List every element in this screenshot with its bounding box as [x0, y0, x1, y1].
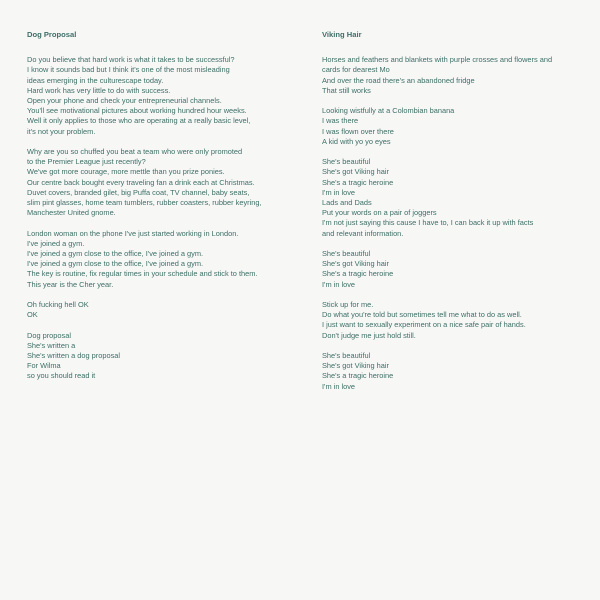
lyric-line: Do you believe that hard work is what it takes to be successful?	[27, 55, 235, 65]
lyric-line: Lads and Dads	[322, 198, 372, 208]
stanza	[322, 249, 584, 290]
lyric-line: Looking wistfully at a Colombian banana	[322, 106, 455, 116]
lyric-line: That still works	[322, 85, 371, 95]
lyric-line: This year is the Cher year.	[27, 279, 114, 289]
lyric-line: Duvet covers, branded gilet, big Puffa coat, TV channel, baby seats,	[27, 187, 250, 197]
stanza	[27, 55, 295, 137]
lyric-line: Why are you so chuffed you beat a team who were only promoted	[27, 147, 243, 157]
lyric-line: OK	[27, 310, 38, 320]
lyric-line: She's written a	[27, 340, 76, 350]
song-title: Viking Hair	[322, 30, 362, 39]
lyric-line: She's got Viking hair	[322, 361, 390, 371]
lyric-line: Horses and feathers and blankets with purple crosses and flowers and	[322, 55, 553, 65]
right-column-viking-hair	[322, 30, 584, 402]
lyric-line: Dog proposal	[27, 330, 71, 340]
lyric-line: Stick up for me.	[322, 300, 374, 310]
lyric-line: Do what you're told but sometimes tell me what to do as well.	[322, 310, 522, 320]
lyric-line: Well it only applies to those who are operating at a really basic level,	[27, 116, 251, 126]
stanza	[27, 229, 295, 290]
lyric-line: I've joined a gym.	[27, 238, 85, 248]
stanza	[27, 147, 295, 218]
lyric-line: She's beautiful	[322, 249, 371, 259]
lyric-line: The key is routine, fix regular times in your schedule and stick to them.	[27, 269, 258, 279]
lyric-line: I'm in love	[322, 381, 356, 391]
lyric-line: We've got more courage, more mettle than you prize ponies.	[27, 167, 225, 177]
lyric-line: Our centre back bought every traveling fan a drink each at Christmas.	[27, 177, 255, 187]
lyric-line: She's beautiful	[322, 351, 371, 361]
lyric-line: London woman on the phone I've just started working in London.	[27, 228, 239, 238]
lyric-line: to the Premier League just recently?	[27, 157, 146, 167]
lyric-line: Open your phone and check your entrepreneurial channels.	[27, 96, 222, 106]
lyric-line: She's got Viking hair	[322, 259, 390, 269]
lyric-line: She's a tragic heroine	[322, 177, 394, 187]
lyric-line: She's written a dog proposal	[27, 351, 121, 361]
stanza	[322, 106, 584, 147]
lyric-line: I know it sounds bad but I think it's one of the most misleading	[27, 65, 230, 75]
lyric-line: I'm in love	[322, 187, 356, 197]
stanza	[322, 55, 584, 96]
lyrics-body	[322, 55, 584, 392]
lyric-line: You'll see motivational pictures about working hundred hour weeks.	[27, 106, 247, 116]
lyric-line: Put your words on a pair of joggers	[322, 208, 437, 218]
stanza	[322, 351, 584, 392]
left-column-dog-proposal	[27, 30, 295, 392]
lyric-line: She's a tragic heroine	[322, 371, 394, 381]
lyric-line: A kid with yo yo eyes	[322, 136, 391, 146]
lyric-line: Hard work has very little to do with success.	[27, 85, 171, 95]
lyrics-body	[27, 55, 295, 381]
lyric-line: She's got Viking hair	[322, 167, 390, 177]
lyric-line: I was there	[322, 116, 359, 126]
lyric-line: so you should read it	[27, 371, 96, 381]
lyric-line: And over the road there's an abandoned fridge	[322, 75, 475, 85]
stanza	[27, 331, 295, 382]
lyric-line: Don't judge me just hold still.	[322, 330, 416, 340]
lyric-line: and relevant information.	[322, 228, 404, 238]
lyric-line: I'm not just saying this cause I have to, I can back it up with facts	[322, 218, 534, 228]
song-title: Dog Proposal	[27, 30, 77, 39]
lyric-line: She's beautiful	[322, 157, 371, 167]
stanza	[27, 300, 295, 320]
lyric-line: Manchester United gnome.	[27, 208, 116, 218]
lyric-line: I've joined a gym close to the office, I've joined a gym.	[27, 249, 204, 259]
lyric-line: slim pint glasses, home team tumblers, rubber coasters, rubber keyring,	[27, 198, 262, 208]
stanza	[322, 157, 584, 239]
lyric-line: I just want to sexually experiment on a nice safe pair of hands.	[322, 320, 526, 330]
lyric-line: I'm in love	[322, 279, 356, 289]
lyric-line: Oh fucking hell OK	[27, 300, 89, 310]
lyric-line: I was flown over there	[322, 126, 394, 136]
lyric-line: I've joined a gym close to the office, I've joined a gym.	[27, 259, 204, 269]
lyric-line: cards for dearest Mo	[322, 65, 390, 75]
lyric-line: it's not your problem.	[27, 126, 96, 136]
stanza	[322, 300, 584, 341]
lyric-line: ideas emerging in the culturescape today.	[27, 75, 164, 85]
lyric-line: For Wilma	[27, 361, 61, 371]
lyric-line: She's a tragic heroine	[322, 269, 394, 279]
